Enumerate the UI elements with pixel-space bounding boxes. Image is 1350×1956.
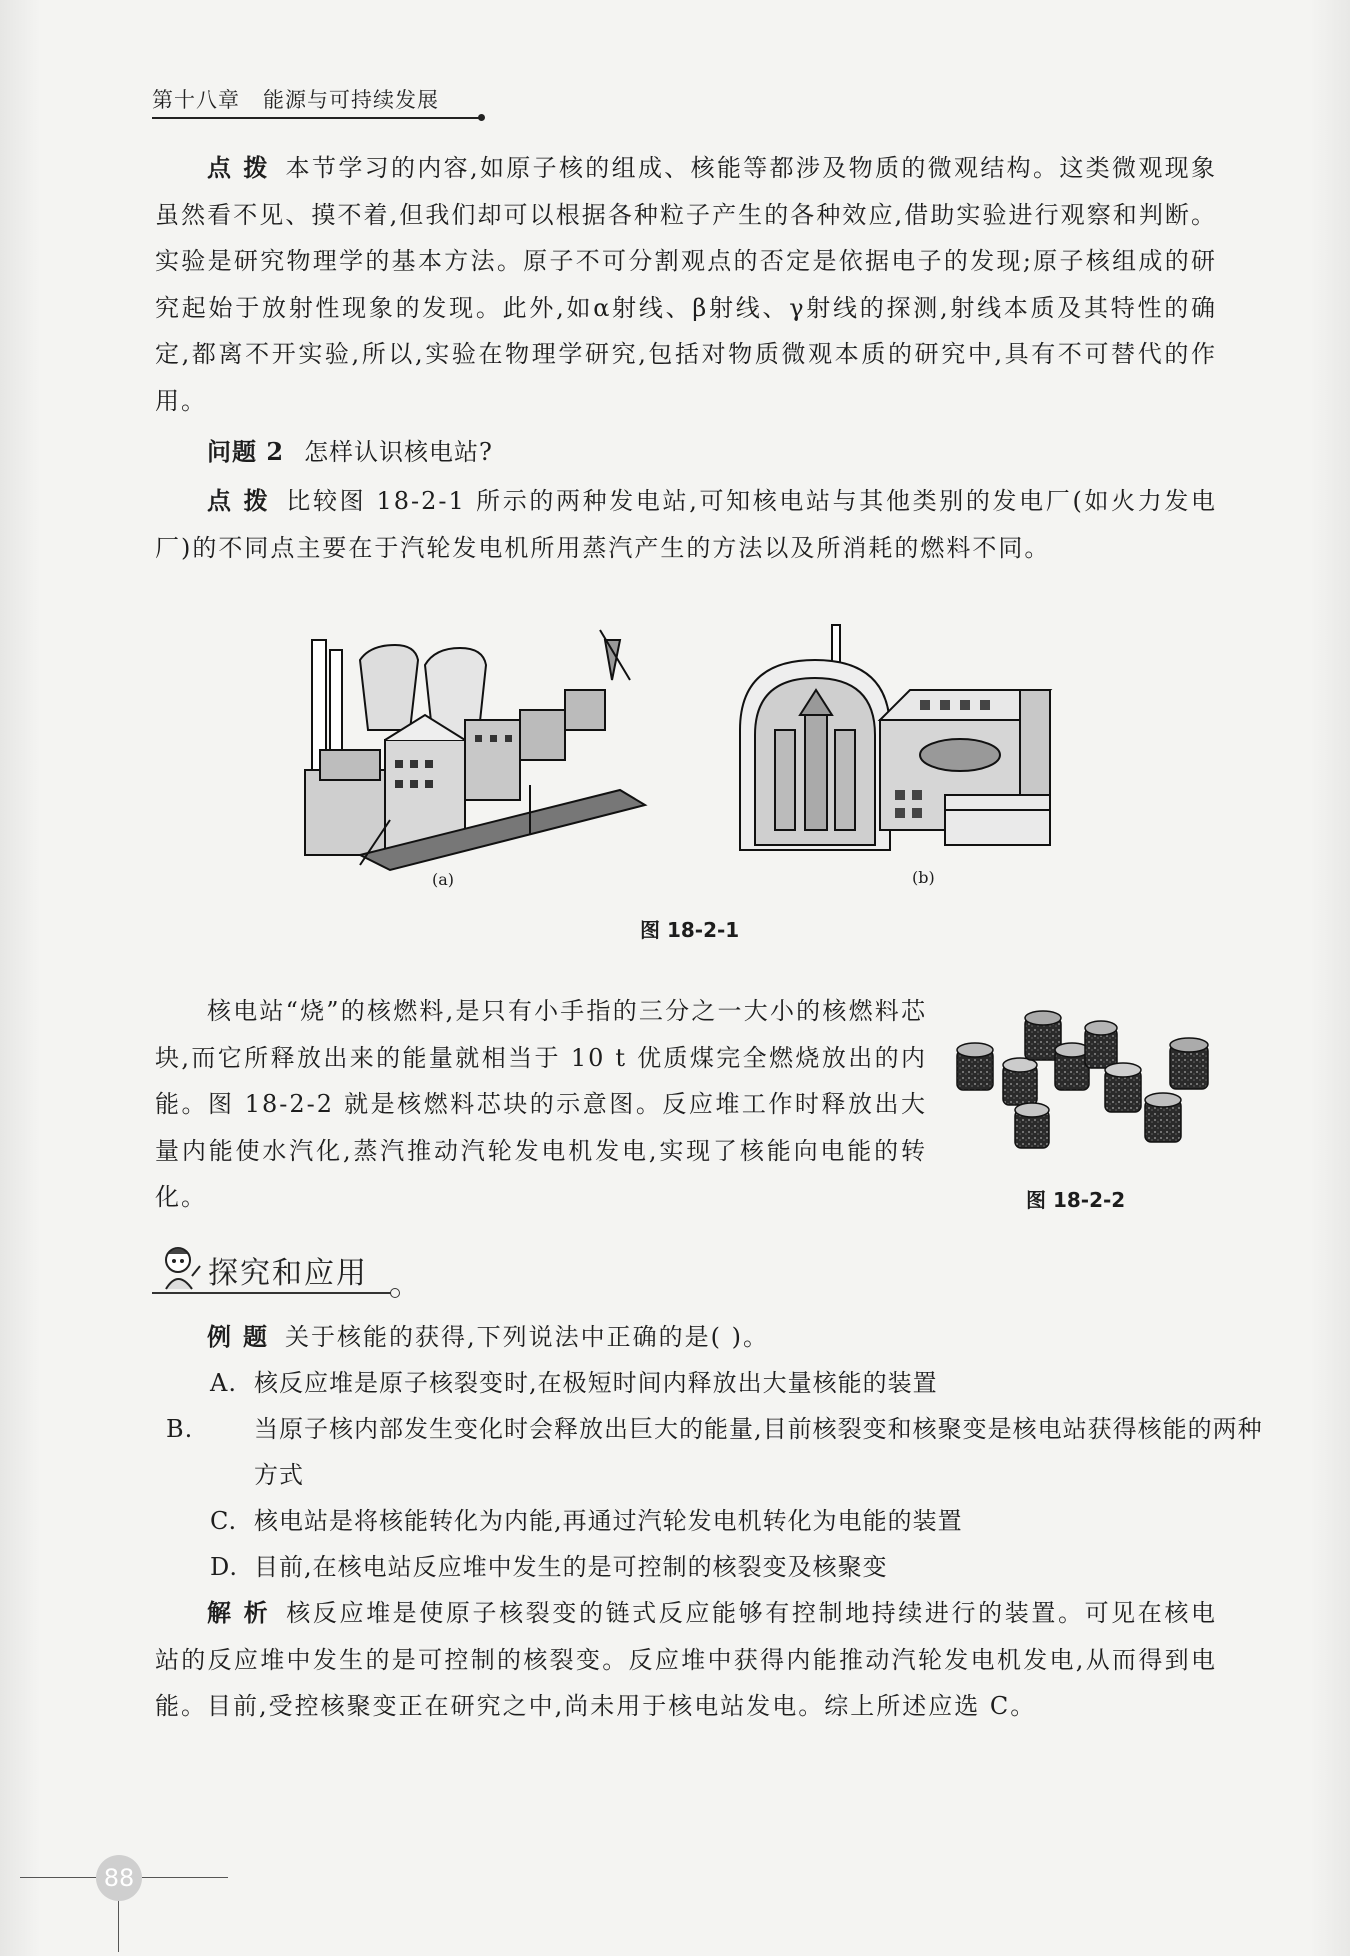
- question-number: 问题 2: [207, 437, 285, 466]
- analysis-label: 解析: [207, 1598, 281, 1627]
- chapter-label: 第十八章: [152, 88, 240, 112]
- fuel-text: 核电站“烧”的核燃料,是只有小手指的三分之一大小的核燃料芯块,而它所释放出来的能量就相当于 10 t 优质煤完全燃烧放出的内能。图 18-2-2 就是核燃料芯块的示意图。反应堆工作时释放出大量内能使水汽化,蒸汽推动汽轮发电机发电,实现了核能向电能的转化。: [155, 997, 927, 1211]
- mascot-icon: [156, 1244, 204, 1294]
- analysis-text: 核反应堆是使原子核裂变的链式反应能够有控制地持续进行的装置。可见在核电站的反应堆中发生的是可控制的核裂变。反应堆中获得内能推动汽轮发电机发电,从而得到电能。目前,受控核聚变正在研究之中,尚未用于核电站发电。综上所述应选 C。: [155, 1599, 1218, 1720]
- example-question: [207, 1314, 1217, 1361]
- figure-18-2-2-title: 图 18-2-2: [1026, 1188, 1126, 1212]
- hint-text: 本节学习的内容,如原子核的组成、核能等都涉及物质的微观结构。这类微观现象虽然看不见、摸不着,但我们却可以根据各种粒子产生的各种效应,借助实验进行观察和判断。实验是研究物理学的基本方法。原子不可分割观点的否定是依据电子的发现;原子核组成的研究起始于放射性现象的发现。此外,如α射线、β射线、γ射线的探测,射线本质及其特性的确定,都离不开实验,所以,实验在物理学研究,包括对物质微观本质的研究中,具有不可替代的作用。: [155, 154, 1217, 415]
- running-header: [152, 84, 439, 114]
- nuclear-power-plant-illustration: [730, 620, 1060, 860]
- pellet: [1055, 1043, 1089, 1090]
- pellet: [1145, 1093, 1181, 1142]
- pellet: [1105, 1063, 1141, 1112]
- pellet: [957, 1043, 993, 1090]
- example-label: 例题: [207, 1322, 279, 1351]
- question-title: [207, 432, 493, 467]
- page-number-rule-left: [20, 1877, 96, 1878]
- header-rule: [152, 117, 482, 119]
- option-d: D. 目前,在核电站反应堆中发生的是可控制的核裂变及核聚变: [210, 1553, 888, 1581]
- fuel-pellets-illustration: [955, 1010, 1220, 1160]
- page-number-rule-right: [142, 1877, 228, 1878]
- option-c: C. 核电站是将核能转化为内能,再通过汽轮发电机转化为电能的装置: [210, 1507, 963, 1535]
- pellet: [1003, 1058, 1037, 1105]
- pellet: [1085, 1021, 1117, 1068]
- chapter-title: 能源与可持续发展: [263, 88, 440, 112]
- hint-label: 点拨: [207, 486, 281, 515]
- page-number-rule-vertical: [118, 1900, 119, 1952]
- analysis-paragraph: [155, 1590, 1217, 1730]
- pellet: [1015, 1103, 1049, 1148]
- example-stem: 关于核能的获得,下列说法中正确的是( )。: [285, 1323, 769, 1351]
- figure-caption-b: (b): [912, 868, 935, 887]
- option-b: B. 当原子核内部发生变化时会释放出巨大的能量,目前核裂变和核聚变是核电站获得核能的两种方式: [166, 1415, 1263, 1489]
- section-rule-dot: [390, 1288, 400, 1298]
- section-rule: [152, 1292, 392, 1294]
- figure-18-2-1-title: 图 18-2-1: [640, 918, 740, 942]
- question-text: 怎样认识核电站?: [304, 438, 493, 466]
- pellet: [1170, 1038, 1208, 1089]
- hint-text: 比较图 18-2-1 所示的两种发电站,可知核电站与其他类别的发电厂(如火力发电厂)的不同点主要在于汽轮发电机所用蒸汽产生的方法以及所消耗的燃料不同。: [155, 487, 1218, 562]
- hint-paragraph-2: [155, 478, 1217, 571]
- body-paragraph-fuel: [155, 988, 927, 1221]
- page-number: 88: [96, 1855, 142, 1901]
- header-dot: [478, 114, 485, 121]
- thermal-power-plant-illustration: [300, 620, 650, 875]
- option-a: A. 核反应堆是原子核裂变时,在极短时间内释放出大量核能的装置: [210, 1369, 938, 1397]
- section-title: 探究和应用: [208, 1256, 368, 1291]
- figure-caption-a: (a): [432, 870, 455, 889]
- hint-paragraph-1: [155, 145, 1217, 424]
- hint-label: 点拨: [207, 153, 280, 182]
